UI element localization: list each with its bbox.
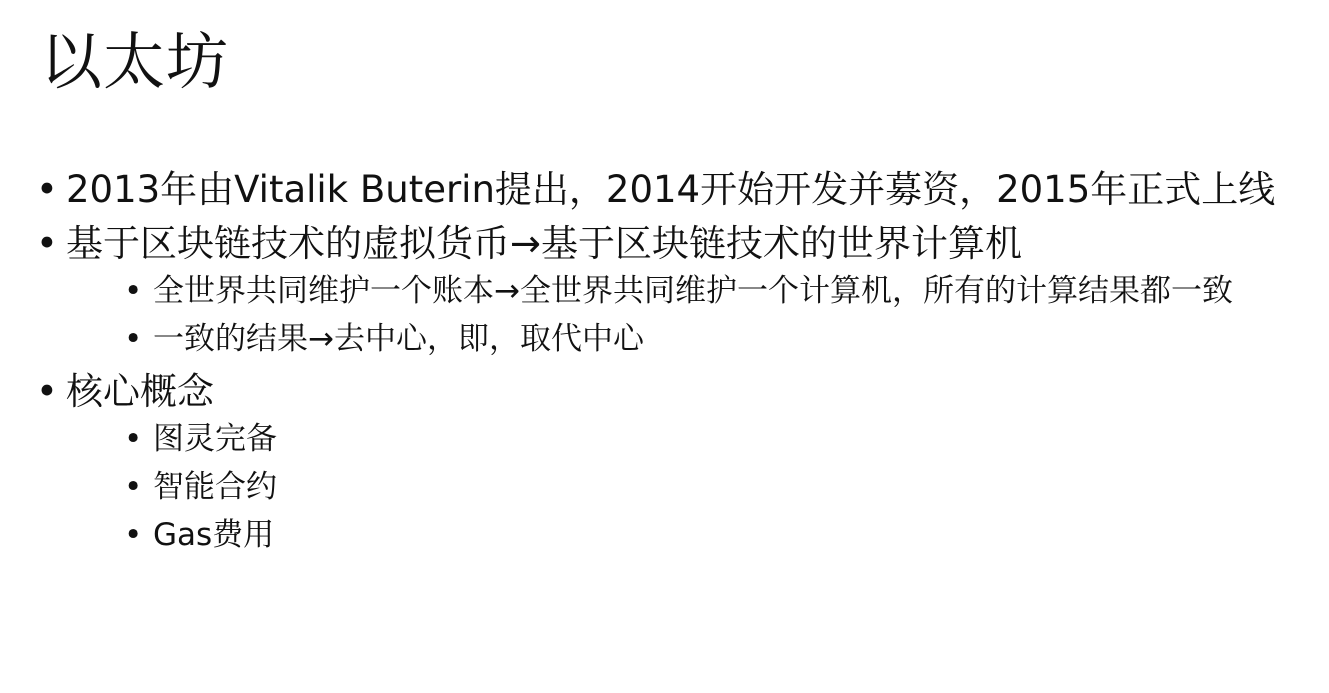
sub-bullet-icon: •	[124, 469, 143, 505]
sub-bullet-list	[66, 419, 1321, 555]
list-item	[36, 219, 1321, 359]
bullet-icon: •	[36, 222, 58, 265]
sub-bullet-text: 图灵完备	[153, 421, 277, 457]
sub-bullet-text: Gas费用	[153, 517, 275, 553]
bullet-list	[36, 165, 1321, 563]
list-item	[36, 367, 1321, 555]
sub-bullet-text: 全世界共同维护一个账本→全世界共同维护一个计算机，所有的计算结果都一致	[153, 273, 1233, 309]
sub-bullet-text: 智能合约	[153, 469, 277, 505]
sub-bullet-icon: •	[124, 421, 143, 457]
bullet-text: 2013年由Vitalik Buterin提出，2014开始开发并募资，2015年正式上线	[66, 168, 1276, 211]
bullet-text: 核心概念	[66, 370, 214, 413]
bullet-icon: •	[36, 370, 58, 413]
list-item	[36, 165, 1321, 215]
slide-title: 以太坊	[40, 25, 230, 98]
sub-list-item	[66, 271, 1321, 311]
bullet-icon: •	[36, 168, 58, 211]
bullet-text: 基于区块链技术的虚拟货币→基于区块链技术的世界计算机	[66, 222, 1023, 265]
sub-list-item	[66, 515, 1321, 555]
sub-list-item	[66, 319, 1321, 359]
sub-bullet-text: 一致的结果→去中心，即，取代中心	[153, 321, 644, 357]
sub-bullet-icon: •	[124, 517, 143, 553]
sub-bullet-icon: •	[124, 273, 143, 309]
sub-list-item	[66, 419, 1321, 459]
sub-list-item	[66, 467, 1321, 507]
sub-bullet-list	[66, 271, 1321, 359]
sub-bullet-icon: •	[124, 321, 143, 357]
